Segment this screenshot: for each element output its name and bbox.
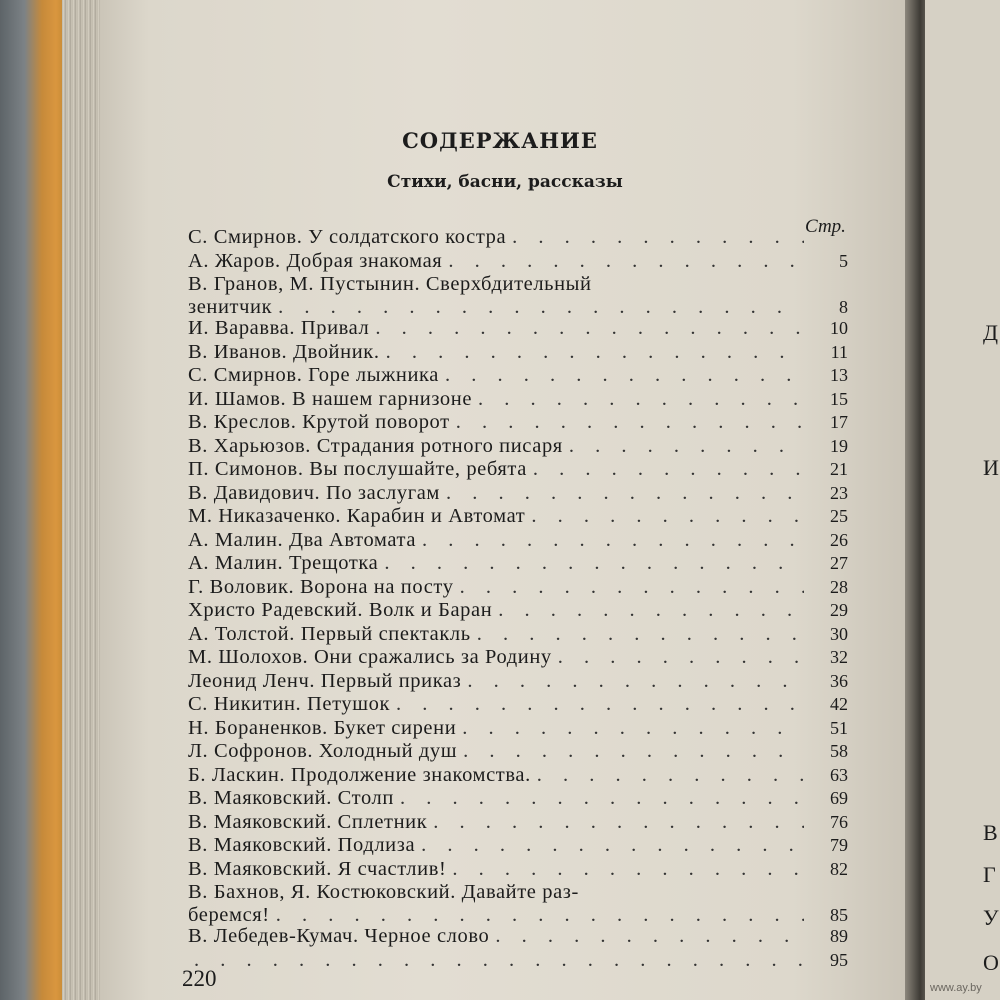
toc-entry-title: В. Иванов. Двойник. [188, 340, 380, 363]
toc-entry [188, 693, 848, 717]
toc-entry-page: 28 [830, 576, 848, 597]
watermark: www.ay.by [930, 982, 982, 994]
toc-entry-page: 19 [830, 435, 848, 456]
adjacent-page-letter: У [983, 905, 999, 930]
toc-leader-dots [477, 623, 804, 646]
toc-entry-title: С. Смирнов. Горе лыжника [188, 364, 439, 386]
toc-leader-dots [384, 552, 804, 575]
toc-entry-title: Б. Ласкин. Продолжение знакомства. [188, 763, 531, 786]
toc-entry [188, 740, 848, 764]
toc-entry [188, 435, 848, 459]
toc-entry-title: В. Давидович. По заслугам [188, 481, 440, 504]
toc-entry [188, 858, 848, 882]
toc-leader-dots [396, 693, 804, 716]
toc-leader-dots [375, 317, 804, 340]
toc-leader-dots [278, 296, 804, 319]
toc-entry-page: 27 [830, 553, 848, 573]
toc-entry-page: 26 [830, 529, 848, 550]
toc-entry-title: М. Никазаченко. Карабин и Автомат [188, 505, 526, 527]
toc-entry-title: Христо Радевский. Волк и Баран [188, 599, 493, 621]
toc-entry-page: 69 [830, 788, 848, 808]
toc-entry-page: 15 [830, 388, 848, 409]
toc-leader-dots [531, 505, 804, 528]
toc-entry-title: В. Креслов. Крутой поворот [188, 411, 450, 433]
toc-leader-dots [386, 341, 804, 364]
toc-entry [188, 411, 848, 435]
toc-entry-page: 82 [830, 858, 848, 879]
toc-entry-page: 63 [830, 764, 848, 785]
toc-entry [188, 505, 848, 529]
toc-entry-page: 13 [830, 365, 848, 385]
toc-leader-dots [498, 599, 804, 622]
toc-entry [188, 317, 848, 341]
toc-entry-title: А. Толстой. Первый спектакль [188, 622, 471, 645]
toc-entry-page: 76 [830, 811, 848, 832]
toc-entry-title: А. Жаров. Добрая знакомая [188, 249, 443, 272]
toc-entry [188, 881, 848, 925]
adjacent-page-letter: В [983, 820, 998, 845]
toc-leader-dots [558, 646, 804, 669]
toc-leader-dots [194, 949, 804, 972]
toc-entry-page: 5 [839, 250, 848, 271]
toc-entry-title: С. Смирнов. У солдатского костра [188, 226, 507, 248]
page-number: 220 [182, 966, 217, 991]
adjacent-page-letter: О [983, 950, 999, 975]
toc-entry-title: В. Гранов, М. Пустынин. Сверхбдительный [188, 273, 592, 295]
toc-leader-dots [448, 250, 804, 273]
toc-entry-title-continued: беремся! [188, 904, 270, 926]
toc-leader-dots [445, 364, 804, 387]
toc-leader-dots [446, 482, 804, 505]
toc-entry [188, 925, 848, 949]
toc-entry-title: В. Харьюзов. Страдания ротного писаря [188, 434, 563, 457]
toc-entry-title: В. Маяковский. Подлиза [188, 834, 416, 856]
toc-entry [188, 623, 848, 647]
toc-entry [188, 764, 848, 788]
toc-leader-dots [463, 740, 804, 763]
page-heading: СОДЕРЖАНИЕ [402, 128, 598, 153]
toc-leader-dots [460, 576, 804, 599]
toc-entry-title-continued: зенитчик [188, 296, 273, 318]
book-cover-edge [0, 0, 70, 1000]
toc-leader-dots [569, 435, 804, 458]
toc-leader-dots [512, 226, 804, 249]
toc-entry-title: В. Маяковский. Я счастлив! [188, 857, 447, 880]
toc-entry [188, 250, 848, 274]
toc-entry [188, 834, 848, 858]
toc-entry [188, 273, 848, 317]
toc-entry-title: М. Шолохов. Они сражались за Родину [188, 646, 552, 668]
toc-entry-title: В. Маяковский. Сплетник [188, 810, 428, 833]
toc-entry-page: 23 [830, 482, 848, 503]
toc-entry-title: А. Малин. Трещотка [188, 552, 379, 574]
toc-leader-dots [433, 811, 804, 834]
adjacent-page-letter: Г [983, 862, 996, 887]
toc-entry [188, 717, 848, 741]
toc-entry [188, 482, 848, 506]
toc-leader-dots [533, 458, 804, 481]
toc-entry [188, 949, 848, 973]
toc-entry-title: Леонид Ленч. Первый приказ [188, 669, 462, 692]
toc-entry [188, 646, 848, 670]
toc-entry-title: И. Варавва. Привал [188, 317, 370, 339]
toc-leader-dots [452, 858, 804, 881]
toc-entry-page: 58 [830, 741, 848, 761]
toc-entry [188, 811, 848, 835]
toc-entry-page: 21 [830, 459, 848, 479]
toc-leader-dots [456, 411, 804, 434]
toc-entry [188, 341, 848, 365]
adjacent-page [925, 0, 1000, 1000]
toc-entry [188, 529, 848, 553]
toc-entry-page: 10 [830, 318, 848, 338]
toc-entry-page: 8 [839, 297, 848, 317]
toc-entry-title: П. Симонов. Вы послушайте, ребята [188, 458, 527, 480]
page-column-label: Стр. [805, 216, 846, 237]
toc-leader-dots [422, 529, 804, 552]
toc-entry [188, 364, 848, 388]
toc-entry-page: 42 [830, 694, 848, 714]
toc-leader-dots [467, 670, 804, 693]
toc-entry [188, 599, 848, 623]
toc-entry [188, 576, 848, 600]
adjacent-page-letter: Д [983, 320, 999, 345]
toc-entry-title: И. Шамов. В нашем гарнизоне [188, 387, 473, 410]
table-of-contents [188, 226, 848, 972]
toc-entry-title: А. Малин. Два Автомата [188, 528, 417, 551]
toc-entry [188, 552, 848, 576]
toc-entry-page: 36 [830, 670, 848, 691]
toc-entry-page: 32 [830, 647, 848, 667]
section-subheading: Стихи, басни, рассказы [387, 172, 623, 192]
toc-entry-page: 30 [830, 623, 848, 644]
toc-entry-title: В. Бахнов, Я. Костюковский. Давайте раз- [188, 881, 579, 903]
toc-entry [188, 226, 848, 250]
toc-entry-title: С. Никитин. Петушок [188, 693, 391, 715]
toc-entry-page: 85 [830, 905, 848, 925]
toc-entry-page: 79 [830, 835, 848, 855]
toc-entry [188, 787, 848, 811]
toc-entry [188, 670, 848, 694]
toc-leader-dots [537, 764, 804, 787]
toc-leader-dots [462, 717, 804, 740]
toc-entry-page: 89 [830, 926, 848, 946]
toc-entry-page: 95 [830, 949, 848, 970]
toc-entry-title: Н. Бораненков. Букет сирени [188, 716, 457, 739]
toc-entry-page: 11 [830, 341, 848, 362]
book-page [100, 0, 915, 1000]
toc-entry-title: Л. Софронов. Холодный душ [188, 740, 458, 762]
toc-entry-title: В. Маяковский. Столп [188, 787, 394, 809]
toc-entry-title: В. Лебедев-Кумач. Черное слово [188, 925, 490, 947]
toc-leader-dots [276, 904, 804, 927]
adjacent-page-letter: И [983, 455, 999, 480]
toc-leader-dots [478, 388, 804, 411]
toc-entry-title: Г. Воловик. Ворона на посту [188, 575, 454, 598]
toc-entry [188, 458, 848, 482]
toc-leader-dots [495, 925, 804, 948]
toc-leader-dots [421, 834, 804, 857]
toc-entry-page: 25 [830, 506, 848, 526]
toc-leader-dots [400, 787, 804, 810]
toc-entry-page: 17 [830, 412, 848, 432]
toc-entry-page: 51 [830, 717, 848, 738]
toc-entry [188, 388, 848, 412]
toc-entry-page: 29 [830, 600, 848, 620]
